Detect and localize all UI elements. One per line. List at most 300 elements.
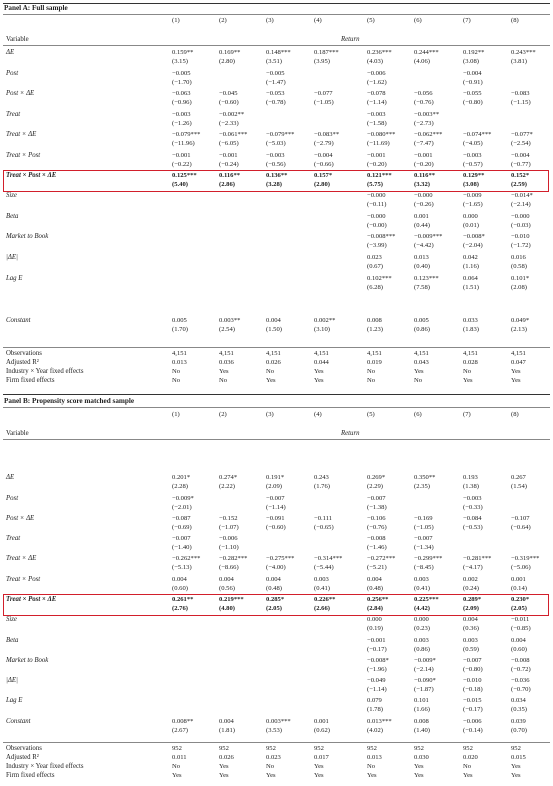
panel-b-stat-cell: Yes <box>219 772 229 779</box>
panel-b-coef-cell: 0.201* <box>172 474 191 481</box>
panel-b-coef-cell: 0.003 <box>314 576 329 583</box>
panel-b-tstat-cell: (0.70) <box>511 727 527 734</box>
panel-a-stat-cell: 4,151 <box>219 350 234 357</box>
panel-a-tstat-cell: (−1.26) <box>172 120 192 127</box>
panel-a-coef-cell: −0.002** <box>219 111 245 118</box>
panel-b-tstat-cell: (−0.65) <box>314 524 334 531</box>
panel-b-stat-label: Industry × Year fixed effects <box>6 763 84 770</box>
panel-b-coef-cell: −0.007 <box>414 535 433 542</box>
panel-a-tstat-cell: (3.08) <box>463 58 479 65</box>
panel-a-coef-cell: 0.005 <box>414 317 429 324</box>
panel-a-tstat-cell: (3.08) <box>463 181 479 188</box>
panel-b-coef-cell: −0.272*** <box>367 555 396 562</box>
panel-b-coef-cell: −0.007 <box>172 535 191 542</box>
panel-b-row-label: Market to Book <box>6 657 49 664</box>
panel-b-tstat-cell: (−0.17) <box>367 646 387 653</box>
panel-a-coef-cell: −0.004 <box>511 152 530 159</box>
panel-a-tstat-cell: (0.86) <box>414 326 430 333</box>
panel-a-tstat-cell: (−11.96) <box>172 140 195 147</box>
panel-a-stat-cell: 0.047 <box>511 359 526 366</box>
panel-b-tstat-cell: (0.86) <box>414 646 430 653</box>
panel-b-col-header: (2) <box>219 411 227 418</box>
panel-b-stats-rule <box>3 742 550 743</box>
panel-b-stat-cell: 0.030 <box>414 754 429 761</box>
panel-b-stat-cell: No <box>463 763 472 770</box>
panel-a-row-label: Treat × Post × ΔE <box>6 172 57 179</box>
panel-b-stat-cell: 952 <box>172 745 182 752</box>
panel-a-stat-label: Adjusted R² <box>6 359 39 366</box>
panel-b-title: Panel B: Propensity score matched sample <box>4 397 135 405</box>
panel-a-row-label: ΔE <box>6 49 15 56</box>
panel-a-coef-cell: −0.001 <box>367 152 386 159</box>
panel-a-coef-cell: 0.148*** <box>266 49 291 56</box>
panel-a-tstat-cell: (−1.14) <box>367 99 387 106</box>
panel-b-coef-cell: 0.191* <box>266 474 285 481</box>
panel-b-tstat-cell: (0.19) <box>367 625 383 632</box>
panel-a-stat-cell: 4,151 <box>367 350 382 357</box>
panel-b-variable-header: Variable <box>6 430 29 437</box>
panel-b-coef-cell: 0.004 <box>266 576 281 583</box>
panel-b-coef-cell: −0.091 <box>266 515 285 522</box>
panel-a-tstat-cell: (−0.26) <box>414 201 434 208</box>
panel-a-tstat-cell: (−0.03) <box>511 222 531 229</box>
panel-b-tstat-cell: (−0.70) <box>511 686 531 693</box>
panel-b-tstat-cell: (−0.53) <box>463 524 483 531</box>
panel-b-coef-cell: −0.049 <box>367 677 386 684</box>
panel-a-stat-cell: No <box>219 377 228 384</box>
panel-a-coef-cell: 0.243*** <box>511 49 536 56</box>
panel-a-row-label: Treat <box>6 111 21 118</box>
panel-b-header-rule <box>3 439 550 440</box>
panel-a-coef-cell: 0.159** <box>172 49 194 56</box>
panel-b-coef-cell: −0.107 <box>511 515 530 522</box>
panel-a-tstat-cell: (0.58) <box>511 263 527 270</box>
panel-a-coef-cell: 0.129** <box>463 172 485 179</box>
panel-b-coef-cell: −0.007 <box>367 495 386 502</box>
panel-a-tstat-cell: (3.81) <box>511 58 527 65</box>
panel-a-coef-cell: −0.083 <box>511 90 530 97</box>
panel-b-coef-cell: −0.319*** <box>511 555 540 562</box>
panel-b-tstat-cell: (−1.14) <box>367 686 387 693</box>
panel-a-tstat-cell: (1.50) <box>266 326 282 333</box>
panel-a-col-header: (7) <box>463 17 471 24</box>
panel-b-tstat-cell: (−1.05) <box>414 524 434 531</box>
panel-a-tstat-cell: (2.13) <box>511 326 527 333</box>
panel-b-row-label: Treat × Post <box>6 576 41 583</box>
panel-b-tstat-cell: (−1.87) <box>414 686 434 693</box>
panel-b-coef-cell: 0.008** <box>172 718 194 725</box>
panel-a-stat-cell: 4,151 <box>172 350 187 357</box>
panel-b-coef-cell: −0.299*** <box>414 555 443 562</box>
panel-a-coef-cell: 0.116** <box>219 172 241 179</box>
panel-a-coef-cell: −0.077* <box>511 131 533 138</box>
panel-a-stat-cell: 4,151 <box>511 350 526 357</box>
panel-a-coef-cell: 0.016 <box>511 254 526 261</box>
panel-a-stat-cell: Yes <box>314 377 324 384</box>
panel-b-coef-cell: −0.007 <box>463 657 482 664</box>
panel-a-coef-cell: 0.121*** <box>367 172 392 179</box>
panel-a-coef-cell: 0.244*** <box>414 49 439 56</box>
panel-b-coef-cell: 0.226** <box>314 596 336 603</box>
panel-b-col-header: (8) <box>511 411 519 418</box>
panel-b-tstat-cell: (0.59) <box>463 646 479 653</box>
panel-b-row-label: ΔE <box>6 474 15 481</box>
panel-a-row-label: |ΔE| <box>6 254 18 261</box>
panel-a-coef-cell: −0.003 <box>266 152 285 159</box>
panel-b-coef-cell: 0.269* <box>367 474 386 481</box>
panel-b-coef-cell: −0.008* <box>367 657 389 664</box>
panel-b-col-header: (3) <box>266 411 274 418</box>
panel-b-stat-cell: 952 <box>266 745 276 752</box>
panel-a-stat-label: Observations <box>6 350 42 357</box>
panel-b-tstat-cell: (−0.64) <box>511 524 531 531</box>
panel-b-tstat-cell: (2.22) <box>219 483 235 490</box>
panel-b-stat-cell: 0.015 <box>511 754 526 761</box>
panel-b-coef-cell: 0.225*** <box>414 596 439 603</box>
panel-b-tstat-cell: (−0.69) <box>172 524 192 531</box>
panel-b-stat-cell: No <box>172 763 181 770</box>
panel-a-tstat-cell: (0.67) <box>367 263 383 270</box>
panel-a-stat-cell: No <box>266 368 275 375</box>
panel-b-tstat-cell: (−1.07) <box>219 524 239 531</box>
panel-a-tstat-cell: (−0.60) <box>219 99 239 106</box>
panel-b-coef-cell: 0.004 <box>219 718 234 725</box>
panel-b-coef-cell: 0.039 <box>511 718 526 725</box>
panel-a-coef-cell: −0.001 <box>414 152 433 159</box>
panel-b-col-header: (6) <box>414 411 422 418</box>
panel-b-coef-cell: 0.243 <box>314 474 329 481</box>
panel-a-coef-cell: 0.002** <box>314 317 336 324</box>
panel-a-tstat-cell: (−2.54) <box>511 140 531 147</box>
panel-a-coef-cell: −0.062*** <box>414 131 443 138</box>
panel-b-tstat-cell: (0.14) <box>511 585 527 592</box>
panel-a-header-rule <box>3 45 550 46</box>
panel-b-coef-cell: −0.003 <box>463 495 482 502</box>
panel-b-stat-cell: 0.013 <box>367 754 382 761</box>
panel-a-coef-cell: −0.080*** <box>367 131 396 138</box>
panel-a-coef-cell: −0.005 <box>266 70 285 77</box>
panel-a-tstat-cell: (−1.65) <box>463 201 483 208</box>
panel-a-coef-cell: −0.008*** <box>367 233 396 240</box>
panel-a-coef-cell: −0.010 <box>511 233 530 240</box>
panel-b-coef-cell: 0.003 <box>463 637 478 644</box>
panel-b-tstat-cell: (−5.21) <box>367 564 387 571</box>
panel-a-stat-cell: No <box>367 377 376 384</box>
panel-b-tstat-cell: (1.54) <box>511 483 527 490</box>
panel-b-coef-cell: 0.079 <box>367 697 382 704</box>
panel-a-row-label: Post <box>6 70 19 77</box>
panel-a-tstat-cell: (3.51) <box>266 58 282 65</box>
panel-b-coef-cell: −0.275*** <box>266 555 295 562</box>
panel-a-stat-cell: Yes <box>414 368 424 375</box>
panel-a-coef-cell: 0.101* <box>511 275 530 282</box>
panel-a-tstat-cell: (−2.14) <box>511 201 531 208</box>
panel-b-col-header: (1) <box>172 411 180 418</box>
panel-a-tstat-cell: (0.44) <box>414 222 430 229</box>
panel-b-tstat-cell: (2.67) <box>172 727 188 734</box>
panel-b-coef-cell: 0.004 <box>463 616 478 623</box>
panel-a-stat-label: Industry × Year fixed effects <box>6 368 84 375</box>
panel-b-coef-cell: −0.008 <box>511 657 530 664</box>
panel-b-tstat-cell: (0.41) <box>414 585 430 592</box>
panel-b-coef-cell: 0.230* <box>511 596 530 603</box>
panel-b-tstat-cell: (2.84) <box>367 605 383 612</box>
panel-a-tstat-cell: (−0.76) <box>414 99 434 106</box>
panel-b-coef-cell: −0.006 <box>219 535 238 542</box>
panel-a-tstat-cell: (−2.33) <box>219 120 239 127</box>
panel-b-coef-cell: 0.101 <box>414 697 429 704</box>
panel-a-coef-cell: 0.003** <box>219 317 241 324</box>
panel-b-tstat-cell: (0.60) <box>511 646 527 653</box>
panel-a-tstat-cell: (1.70) <box>172 326 188 333</box>
panel-b-coef-cell: −0.015 <box>463 697 482 704</box>
panel-b-coef-cell: −0.262*** <box>172 555 201 562</box>
panel-a-coef-cell: −0.000 <box>511 213 530 220</box>
panel-b-stat-cell: Yes <box>414 772 424 779</box>
panel-b-stat-cell: 952 <box>511 745 521 752</box>
panel-b-coef-cell: 0.002 <box>463 576 478 583</box>
panel-a-coef-cell: −0.056 <box>414 90 433 97</box>
panel-a-tstat-cell: (−1.62) <box>367 79 387 86</box>
panel-b-stat-cell: 0.023 <box>266 754 281 761</box>
panel-a-col-header: (4) <box>314 17 322 24</box>
panel-b-coef-cell: −0.008 <box>367 535 386 542</box>
panel-a-row-label: Constant <box>6 317 31 324</box>
panel-a-stat-cell: 4,151 <box>414 350 429 357</box>
panel-b-stat-cell: Yes <box>314 772 324 779</box>
panel-b-tstat-cell: (−1.10) <box>219 544 239 551</box>
panel-b-tstat-cell: (0.48) <box>367 585 383 592</box>
panel-a-tstat-cell: (7.58) <box>414 284 430 291</box>
panel-a-stat-cell: Yes <box>463 377 473 384</box>
panel-a-coef-cell: 0.001 <box>414 213 429 220</box>
panel-a-coef-cell: −0.000 <box>414 192 433 199</box>
panel-b-tstat-cell: (−0.80) <box>463 666 483 673</box>
panel-b-coef-cell: 0.003*** <box>266 718 291 725</box>
panel-a-tstat-cell: (−0.78) <box>266 99 286 106</box>
panel-a-tstat-cell: (3.32) <box>414 181 430 188</box>
panel-b-stat-cell: Yes <box>367 772 377 779</box>
panel-b-coef-cell: −0.106 <box>367 515 386 522</box>
panel-b-tstat-cell: (−5.44) <box>314 564 334 571</box>
panel-b-tstat-cell: (−1.14) <box>266 504 286 511</box>
panel-a-tstat-cell: (3.95) <box>314 58 330 65</box>
panel-b-tstat-cell: (2.29) <box>367 483 383 490</box>
panel-b-tstat-cell: (−0.76) <box>367 524 387 531</box>
panel-a-tstat-cell: (−2.04) <box>463 242 483 249</box>
panel-b-stat-cell: 0.011 <box>172 754 187 761</box>
panel-a-coef-cell: −0.004 <box>463 70 482 77</box>
panel-b-tstat-cell: (0.60) <box>172 585 188 592</box>
panel-b-tstat-cell: (0.23) <box>414 625 430 632</box>
panel-a-tstat-cell: (2.59) <box>511 181 527 188</box>
panel-b-stat-cell: No <box>266 763 275 770</box>
panel-a-tstat-cell: (−0.91) <box>463 79 483 86</box>
panel-b-stat-cell: Yes <box>172 772 182 779</box>
panel-b-tstat-cell: (−2.14) <box>414 666 434 673</box>
panel-b-coef-cell: 0.285* <box>266 596 285 603</box>
panel-b-stat-cell: Yes <box>414 763 424 770</box>
panel-a-tstat-cell: (3.10) <box>314 326 330 333</box>
panel-b-highlight-box <box>3 594 549 616</box>
panel-a-coef-cell: 0.005 <box>172 317 187 324</box>
panel-b-tstat-cell: (−8.66) <box>219 564 239 571</box>
panel-b-stat-cell: 952 <box>463 745 473 752</box>
panel-b-coef-cell: 0.000 <box>414 616 429 623</box>
panel-a-tstat-cell: (2.80) <box>314 181 330 188</box>
panel-a-stat-cell: No <box>463 368 472 375</box>
panel-b-tstat-cell: (0.62) <box>314 727 330 734</box>
panel-b-title-rule <box>3 407 550 408</box>
panel-a-tstat-cell: (−1.58) <box>367 120 387 127</box>
panel-b-tstat-cell: (2.28) <box>172 483 188 490</box>
panel-b-coef-cell: −0.152 <box>219 515 238 522</box>
panel-a-coef-cell: −0.079*** <box>172 131 201 138</box>
panel-a-coef-cell: 0.033 <box>463 317 478 324</box>
panel-a-tstat-cell: (0.01) <box>463 222 479 229</box>
panel-a-coef-cell: −0.001 <box>172 152 191 159</box>
panel-b-stat-label: Firm fixed effects <box>6 772 55 779</box>
panel-b-coef-cell: −0.036 <box>511 677 530 684</box>
panel-b-tstat-cell: (−0.60) <box>266 524 286 531</box>
panel-b-row-label: Treat <box>6 535 21 542</box>
panel-a-coef-cell: −0.004 <box>314 152 333 159</box>
panel-a-stat-cell: Yes <box>511 368 521 375</box>
panel-b-stat-cell: Yes <box>511 763 521 770</box>
panel-a-row-label: Post × ΔE <box>6 90 35 97</box>
panel-b-row-label: Treat × Post × ΔE <box>6 596 57 603</box>
panel-b-stat-cell: Yes <box>463 772 473 779</box>
panel-a-variable-header: Variable <box>6 36 29 43</box>
panel-a-tstat-cell: (−0.96) <box>172 99 192 106</box>
panel-b-tstat-cell: (−0.85) <box>511 625 531 632</box>
panel-b-coef-cell: 0.034 <box>511 697 526 704</box>
panel-a-tstat-cell: (−0.80) <box>463 99 483 106</box>
panel-a-coef-cell: 0.102*** <box>367 275 392 282</box>
panel-a-coef-cell: −0.006 <box>367 70 386 77</box>
panel-a-coef-cell: −0.063 <box>172 90 191 97</box>
panel-b-tstat-cell: (1.76) <box>314 483 330 490</box>
panel-a-tstat-cell: (−5.03) <box>266 140 286 147</box>
panel-b-row-label: Beta <box>6 637 19 644</box>
panel-a-tstat-cell: (−0.57) <box>463 161 483 168</box>
panel-a-coef-cell: −0.001 <box>219 152 238 159</box>
panel-a-stat-cell: Yes <box>266 377 276 384</box>
panel-a-stat-label: Firm fixed effects <box>6 377 55 384</box>
panel-a-coef-cell: −0.005 <box>172 70 191 77</box>
panel-b-coef-cell: −0.087 <box>172 515 191 522</box>
panel-b-tstat-cell: (−1.38) <box>367 504 387 511</box>
panel-a-tstat-cell: (4.03) <box>367 58 383 65</box>
panel-b-tstat-cell: (−1.34) <box>414 544 434 551</box>
panel-a-stat-cell: 0.044 <box>314 359 329 366</box>
panel-a-tstat-cell: (3.15) <box>172 58 188 65</box>
panel-a-coef-cell: 0.157* <box>314 172 333 179</box>
panel-b-tstat-cell: (4.42) <box>414 605 430 612</box>
panel-a-col-header: (6) <box>414 17 422 24</box>
panel-a-dependent-variable: Return <box>341 36 360 43</box>
panel-a-coef-cell: −0.003 <box>367 111 386 118</box>
panel-b-coef-cell: 0.004 <box>367 576 382 583</box>
panel-a-stat-cell: 4,151 <box>266 350 281 357</box>
panel-a-coef-cell: 0.004 <box>266 317 281 324</box>
panel-b-coef-cell: 0.004 <box>172 576 187 583</box>
panel-a-row-label: Beta <box>6 213 19 220</box>
panel-a-coef-cell: 0.000 <box>463 213 478 220</box>
panel-a-tstat-cell: (−0.11) <box>367 201 387 208</box>
panel-a-coef-cell: 0.192** <box>463 49 485 56</box>
panel-b-coef-cell: 0.289* <box>463 596 482 603</box>
panel-a-tstat-cell: (4.06) <box>414 58 430 65</box>
panel-a-tstat-cell: (−11.69) <box>367 140 390 147</box>
panel-a-tstat-cell: (−1.47) <box>266 79 286 86</box>
panel-a-stat-cell: 4,151 <box>463 350 478 357</box>
panel-b-row-label: Post <box>6 495 19 502</box>
panel-b-coef-cell: −0.282*** <box>219 555 248 562</box>
panel-a-tstat-cell: (5.40) <box>172 181 188 188</box>
panel-a-coef-cell: 0.136** <box>266 172 288 179</box>
panel-a-coef-cell: 0.152* <box>511 172 530 179</box>
panel-b-tstat-cell: (1.81) <box>219 727 235 734</box>
panel-a-coef-cell: −0.009*** <box>414 233 443 240</box>
panel-b-coef-cell: 0.003 <box>414 576 429 583</box>
panel-b-col-header: (7) <box>463 411 471 418</box>
panel-a-coef-cell: 0.064 <box>463 275 478 282</box>
panel-b-row-label: Post × ΔE <box>6 515 35 522</box>
panel-b-coef-cell: −0.090* <box>414 677 436 684</box>
panel-a-coef-cell: −0.083** <box>314 131 340 138</box>
panel-b-coef-cell: 0.267 <box>511 474 526 481</box>
panel-a-stat-cell: No <box>172 368 181 375</box>
panel-b-tstat-cell: (1.78) <box>367 706 383 713</box>
panel-b-tstat-cell: (4.80) <box>219 605 235 612</box>
panel-b-stat-cell: Yes <box>314 763 324 770</box>
panel-b-coef-cell: −0.169 <box>414 515 433 522</box>
panel-b-stat-cell: 0.026 <box>219 754 234 761</box>
panel-a-stat-cell: 0.026 <box>266 359 281 366</box>
panel-a-coef-cell: 0.013 <box>414 254 429 261</box>
panel-a-coef-cell: 0.042 <box>463 254 478 261</box>
panel-a-coef-cell: −0.045 <box>219 90 238 97</box>
panel-a-tstat-cell: (−0.24) <box>219 161 239 168</box>
panel-a-col-header: (1) <box>172 17 180 24</box>
panel-a-tstat-cell: (1.51) <box>463 284 479 291</box>
panel-b-tstat-cell: (1.66) <box>414 706 430 713</box>
panel-a-coef-cell: −0.014* <box>511 192 533 199</box>
panel-a-stat-cell: No <box>172 377 181 384</box>
panel-a-col-header: (3) <box>266 17 274 24</box>
panel-a-coef-cell: 0.116** <box>414 172 436 179</box>
panel-b-coef-cell: 0.001 <box>314 718 329 725</box>
panel-b-stat-cell: 952 <box>219 745 229 752</box>
panel-separator-rule <box>3 394 550 395</box>
panel-a-tstat-cell: (−2.73) <box>414 120 434 127</box>
panel-a-tstat-cell: (2.54) <box>219 326 235 333</box>
panel-a-stat-cell: Yes <box>219 368 229 375</box>
panel-a-tstat-cell: (1.23) <box>367 326 383 333</box>
panel-a-tstat-cell: (−0.56) <box>266 161 286 168</box>
panel-a-stat-cell: 0.043 <box>414 359 429 366</box>
panel-b-tstat-cell: (2.35) <box>414 483 430 490</box>
panel-a-stat-cell: No <box>414 377 423 384</box>
panel-b-tstat-cell: (−4.17) <box>463 564 483 571</box>
panel-b-tstat-cell: (−4.00) <box>266 564 286 571</box>
panel-a-coef-cell: 0.049* <box>511 317 530 324</box>
panel-b-tstat-cell: (−5.06) <box>511 564 531 571</box>
panel-b-tstat-cell: (0.48) <box>266 585 282 592</box>
panel-b-row-label: |ΔE| <box>6 677 18 684</box>
top-rule <box>3 3 550 4</box>
